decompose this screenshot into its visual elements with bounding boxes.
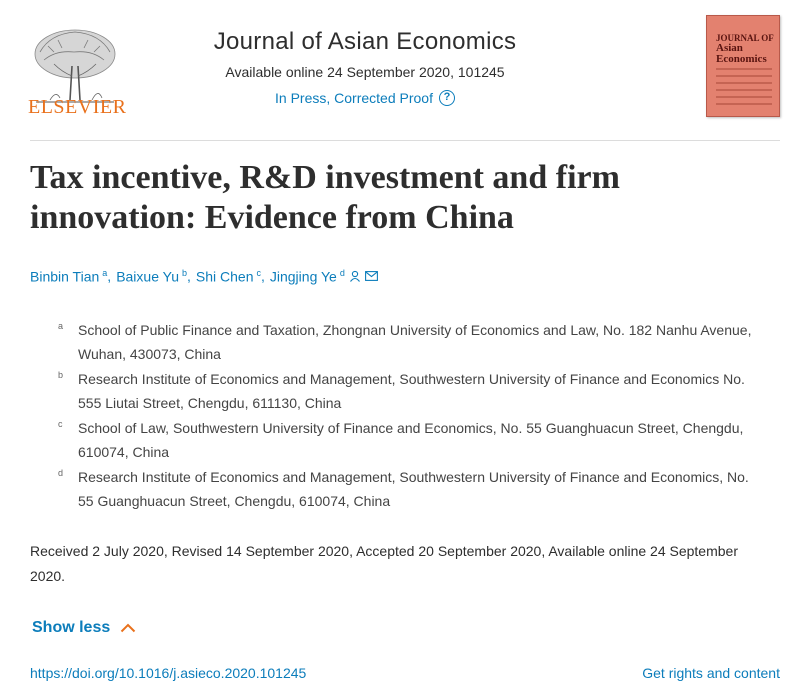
affiliation-item: [58, 416, 778, 464]
cover-title: [716, 34, 774, 65]
article-header: [0, 0, 799, 140]
affiliation-label: c: [58, 419, 63, 429]
affiliation-text: Research Institute of Economics and Management, Southwestern University of Finance and Economics No. 555 Liutai Street, Chengdu, 611130, China: [78, 371, 745, 411]
publication-dates: Received 2 July 2020, Revised 14 September 2020, Accepted 20 September 2020, Available online 24 September 2020.: [30, 543, 738, 584]
journal-cover-image[interactable]: [706, 15, 780, 117]
cover-line-3: Economics: [716, 53, 767, 65]
author-link[interactable]: Baixue Yu $^b$: [116, 268, 187, 285]
author-separator: ,: [187, 268, 191, 285]
affiliation-label: b: [58, 370, 64, 380]
author-link[interactable]: Shi Chen $^c$: [195, 268, 261, 285]
issue-line: Available online 24 September 2020, 101245: [225, 64, 505, 80]
article-title-line-1: Tax incentive, R&D investment and firm: [30, 159, 620, 196]
affiliation-text: School of Law, Southwestern University of Finance and Economics, No. 55 Guanghuacun Street, Chengdu, 610074, China: [78, 420, 744, 460]
cover-line-1: JOURNAL OF: [716, 33, 774, 43]
cover-line-2: Asian: [716, 42, 743, 54]
affiliation-list: [58, 318, 778, 514]
affiliation-text: Research Institute of Economics and Management, Southwestern University of Finance and Economics, No. 55 Guanghuacun Street, Chengdu, 610074, China: [78, 469, 749, 509]
author-separator: ,: [107, 268, 112, 285]
show-less-button[interactable]: [32, 619, 136, 637]
affiliation-label: a: [58, 321, 64, 331]
journal-info: [200, 28, 530, 106]
publisher-wordmark[interactable]: ELSEVIER: [28, 96, 127, 118]
header-divider: [30, 140, 780, 141]
affiliation-item: [58, 465, 778, 513]
author-separator: ,: [260, 268, 265, 285]
author-link[interactable]: Jingjing Ye $^d$: [269, 268, 345, 285]
chevron-up-icon[interactable]: [120, 623, 136, 633]
status-label[interactable]: In Press, Corrected Proof: [275, 90, 433, 106]
affiliation-item: [58, 367, 778, 415]
cover-decoration: [716, 68, 772, 110]
article-title-line-2: innovation: Evidence from China: [30, 199, 514, 236]
show-less-label[interactable]: Show less: [32, 619, 111, 636]
affiliation-item: [58, 318, 778, 366]
doi-link[interactable]: https://doi.org/10.1016/j.asieco.2020.101245: [30, 665, 307, 681]
rights-and-content-link[interactable]: Get rights and content: [642, 665, 780, 681]
article-title: [30, 158, 770, 238]
help-icon[interactable]: ?: [439, 90, 455, 106]
status-line[interactable]: [200, 90, 530, 106]
author-link[interactable]: Binbin Tian $^a$: [30, 268, 108, 285]
journal-title-link[interactable]: Journal of Asian Economics: [213, 28, 517, 55]
author-list: [30, 268, 378, 285]
affiliation-label: d: [58, 468, 64, 478]
person-icon[interactable]: [349, 270, 361, 282]
affiliation-text: School of Public Finance and Taxation, Zhongnan University of Economics and Law, No. 182 Nanhu Avenue, Wuhan, 430073, China: [78, 322, 752, 362]
mail-icon[interactable]: [365, 271, 378, 281]
